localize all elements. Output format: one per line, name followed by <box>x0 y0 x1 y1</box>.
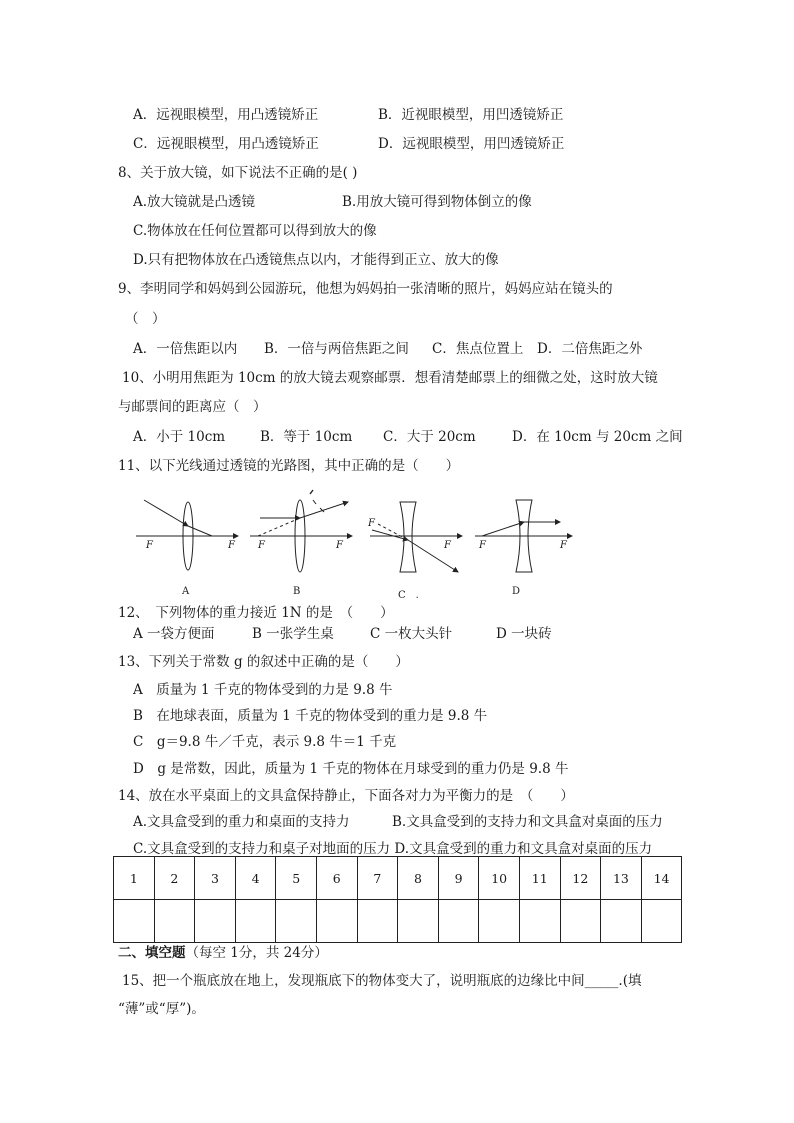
answer-table-header: 4 <box>235 857 276 900</box>
focus-label-d-left: F <box>479 540 486 551</box>
answer-table-header: 11 <box>519 857 560 900</box>
q13-option-d: D g 是常数，因此，质量为 1 千克的物体在月球受到的重力仍是 9.8 牛 <box>133 761 569 777</box>
answer-table-header: 9 <box>438 857 479 900</box>
q8-option-b: B.用放大镜可得到物体倒立的像 <box>342 194 532 210</box>
q9-option-c: C．焦点位置上 <box>432 341 524 357</box>
diagram-label-d: D <box>512 586 521 597</box>
answer-table-header: 14 <box>641 857 682 900</box>
q13-stem: 13、下列关于常数 g 的叙述中正确的是（ ） <box>118 654 409 670</box>
diagram-label-a: A <box>182 586 190 597</box>
diagram-d <box>475 500 572 572</box>
focus-label-c-left: F <box>368 518 375 529</box>
focus-label-d-right: F <box>560 540 567 551</box>
q7-option-d: D．远视眼模型，用凹透镜矫正 <box>378 136 565 152</box>
answer-cell[interactable] <box>235 900 276 943</box>
answer-cell[interactable] <box>195 900 236 943</box>
q10-stem-line2: 与邮票间的距离应（ ） <box>118 399 267 415</box>
q8-option-a: A.放大镜就是凸透镜 <box>133 194 256 210</box>
q11-stem: 11、以下光线通过透镜的光路图，其中正确的是（ ） <box>118 458 460 474</box>
answer-table-header: 7 <box>357 857 398 900</box>
q8-stem: 8、关于放大镜，如下说法不正确的是( ) <box>118 165 358 181</box>
focus-label-b-left: F <box>258 540 265 551</box>
answer-cell[interactable] <box>601 900 642 943</box>
q10-option-d: D．在 10cm 与 20cm 之间 <box>512 429 683 445</box>
answer-cell[interactable] <box>114 900 155 943</box>
q10-option-a: A．小于 10cm <box>133 429 226 445</box>
q14-stem: 14、放在水平桌面上的文具盒保持静止，下面各对力为平衡力的是 （ ） <box>118 788 574 804</box>
answer-cell[interactable] <box>154 900 195 943</box>
answer-table-header: 2 <box>154 857 195 900</box>
focus-label-a-right: F <box>228 540 235 551</box>
diagram-a <box>136 500 238 570</box>
q12-stem: 12、 下列物体的重力接近 1N 的是 （ ） <box>118 605 394 621</box>
q13-option-c: C g＝9.8 牛／千克，表示 9.8 牛＝1 千克 <box>133 734 397 750</box>
section-2-note: （每空 1分，共 24分） <box>185 945 328 961</box>
q9-stem: 9、李明同学和妈妈到公园游玩，他想为妈妈拍一张清晰的照片，妈妈应站在镜头的 <box>118 281 613 297</box>
answer-cell[interactable] <box>479 900 520 943</box>
answer-table-header: 13 <box>601 857 642 900</box>
q14-option-b: B.文具盒受到的支持力和文具盒对桌面的压力 <box>392 814 663 830</box>
answer-table-header-row <box>114 857 682 900</box>
answer-table <box>113 856 682 943</box>
focus-label-b-right: F <box>336 540 343 551</box>
q9-option-d: D．二倍焦距之外 <box>537 341 643 357</box>
answer-cell[interactable] <box>276 900 317 943</box>
q7-option-a: A．远视眼模型，用凸透镜矫正 <box>133 107 319 123</box>
q12-option-a: A 一袋方便面 <box>133 626 215 642</box>
q12-option-d: D 一块砖 <box>496 626 552 642</box>
diagram-b <box>250 490 352 572</box>
q13-option-b: B 在地球表面，质量为 1 千克的物体受到的重力是 9.8 牛 <box>133 708 488 724</box>
answer-table-header: 3 <box>195 857 236 900</box>
q9-paren: （ ） <box>125 311 166 327</box>
answer-table-header: 8 <box>398 857 439 900</box>
q12-option-b: B 一张学生桌 <box>252 626 334 642</box>
q8-option-d: D.只有把物体放在凸透镜焦点以内，才能得到正立、放大的像 <box>133 252 499 268</box>
focus-label-c-right: F <box>444 540 451 551</box>
q7-option-b: B．近视眼模型，用凹透镜矫正 <box>378 107 564 123</box>
focus-label-a-left: F <box>146 540 153 551</box>
q10-option-c: C．大于 20cm <box>383 429 476 445</box>
answer-cell[interactable] <box>316 900 357 943</box>
q8-option-c: C.物体放在任何位置都可以得到放大的像 <box>133 223 377 239</box>
answer-cell[interactable] <box>560 900 601 943</box>
answer-cell[interactable] <box>438 900 479 943</box>
q9-option-b: B．一倍与两倍焦距之间 <box>264 341 409 357</box>
q15-line1: 15、把一个瓶底放在地上，发现瓶底下的物体变大了，说明瓶底的边缘比中间_____.(填 <box>122 973 642 989</box>
answer-cell[interactable] <box>519 900 560 943</box>
answer-cell[interactable] <box>398 900 439 943</box>
answer-table-header: 5 <box>276 857 317 900</box>
diagram-c <box>370 502 462 572</box>
diagram-label-c: C . <box>398 590 419 601</box>
q10-stem-line1: 10、小明用焦距为 10cm 的放大镜去观察邮票．想看清楚邮票上的细微之处，这时放大镜 <box>122 370 658 386</box>
q14-option-cd: C.文具盒受到的支持力和桌子对地面的压力 D.文具盒受到的重力和文具盒对桌面的压力 <box>133 841 653 857</box>
answer-table-header: 1 <box>114 857 155 900</box>
q12-option-c: C 一枚大头针 <box>370 626 453 642</box>
answer-table-answer-row <box>114 900 682 943</box>
answer-cell[interactable] <box>357 900 398 943</box>
answer-cell[interactable] <box>641 900 682 943</box>
lens-ray-diagrams <box>130 488 590 578</box>
diagram-label-b: B <box>293 586 301 597</box>
answer-table-header: 12 <box>560 857 601 900</box>
q10-option-b: B．等于 10cm <box>260 429 353 445</box>
q7-option-c: C．远视眼模型，用凸透镜矫正 <box>133 136 319 152</box>
q15-line2: “薄”或“厚”)。 <box>118 1001 205 1017</box>
q9-option-a: A．一倍焦距以内 <box>133 341 238 357</box>
section-2-title: 二、填空题 <box>118 945 186 961</box>
answer-table-header: 6 <box>316 857 357 900</box>
section-2-heading <box>118 944 328 962</box>
answer-table-header: 10 <box>479 857 520 900</box>
q13-option-a: A 质量为 1 千克的物体受到的力是 9.8 牛 <box>133 682 393 698</box>
q14-option-a: A.文具盒受到的重力和桌面的支持力 <box>133 814 350 830</box>
